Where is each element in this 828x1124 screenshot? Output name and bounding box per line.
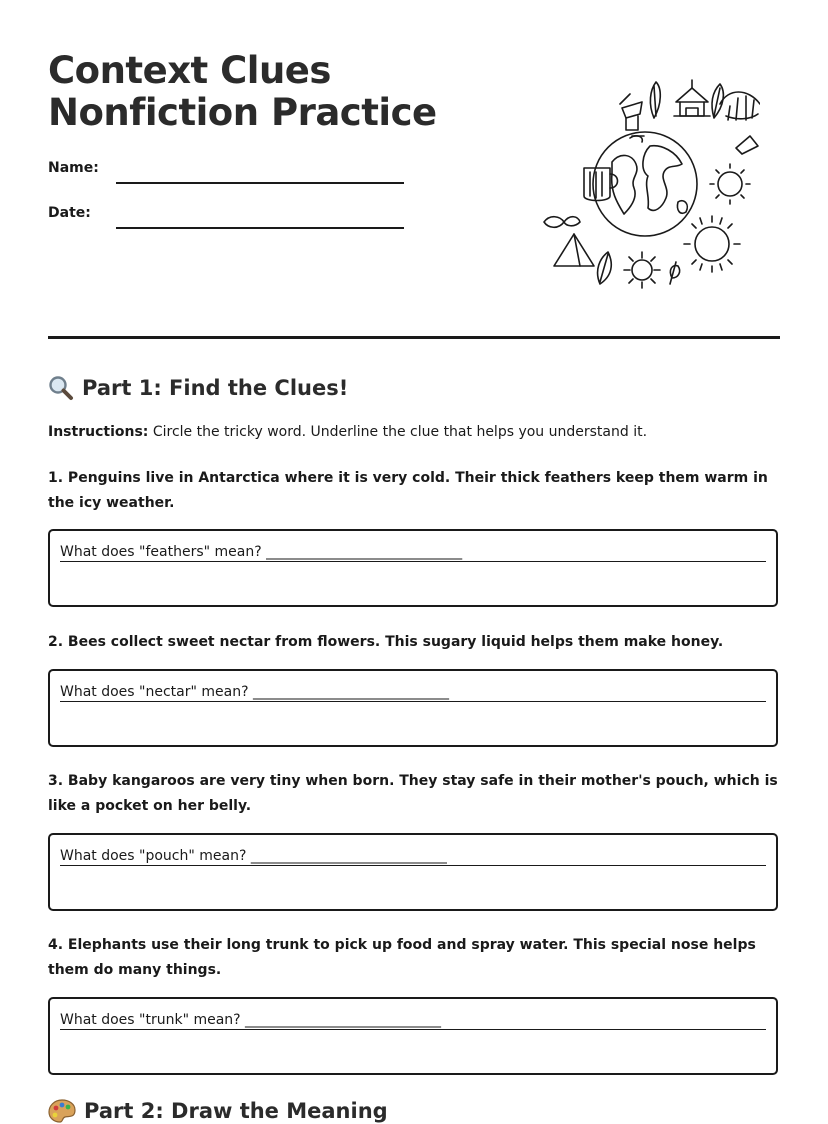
header-divider — [48, 336, 780, 339]
date-line[interactable] — [116, 227, 404, 229]
instructions — [48, 424, 647, 440]
title-line-2: Nonfiction Practice — [48, 91, 437, 134]
part2-heading-text: Part 2: Draw the Meaning — [84, 1099, 388, 1123]
question-4: 4. Elephants use their long trunk to pick up food and spray water. This special nose helps them do many things. — [48, 937, 756, 978]
answer-box-4[interactable] — [48, 997, 778, 1075]
name-line[interactable] — [116, 182, 404, 184]
date-field[interactable] — [48, 205, 408, 235]
date-label: Date: — [48, 205, 91, 221]
answer-prompt-1[interactable]: What does "feathers" mean? ____________________________ — [60, 544, 766, 562]
world-culture-globe-icon — [530, 74, 760, 296]
magnifying-glass-icon — [48, 375, 74, 401]
answer-prompt-3[interactable]: What does "pouch" mean? ____________________________ — [60, 848, 766, 866]
instructions-label: Instructions: — [48, 424, 149, 440]
part1-heading-text: Part 1: Find the Clues! — [82, 376, 349, 400]
part1-heading — [48, 375, 348, 401]
question-2: 2. Bees collect sweet nectar from flowers. This sugary liquid helps them make honey. — [48, 634, 724, 650]
page-title — [48, 50, 437, 134]
question-3: 3. Baby kangaroos are very tiny when born. They stay safe in their mother's pouch, which is like a pocket on her belly. — [48, 773, 778, 814]
part2-heading — [48, 1098, 388, 1124]
name-field[interactable] — [48, 160, 408, 190]
title-line-1: Context Clues — [48, 49, 331, 92]
question-1: 1. Penguins live in Antarctica where it is very cold. Their thick feathers keep them warm in the icy weather. — [48, 470, 768, 511]
answer-prompt-2[interactable]: What does "nectar" mean? ____________________________ — [60, 684, 766, 702]
instructions-text: Circle the tricky word. Underline the clue that helps you understand it. — [152, 424, 648, 440]
answer-box-3[interactable] — [48, 833, 778, 911]
answer-box-1[interactable] — [48, 529, 778, 607]
palette-icon — [48, 1098, 76, 1124]
answer-box-2[interactable] — [48, 669, 778, 747]
answer-prompt-4[interactable]: What does "trunk" mean? ____________________________ — [60, 1012, 766, 1030]
name-label: Name: — [48, 160, 99, 176]
